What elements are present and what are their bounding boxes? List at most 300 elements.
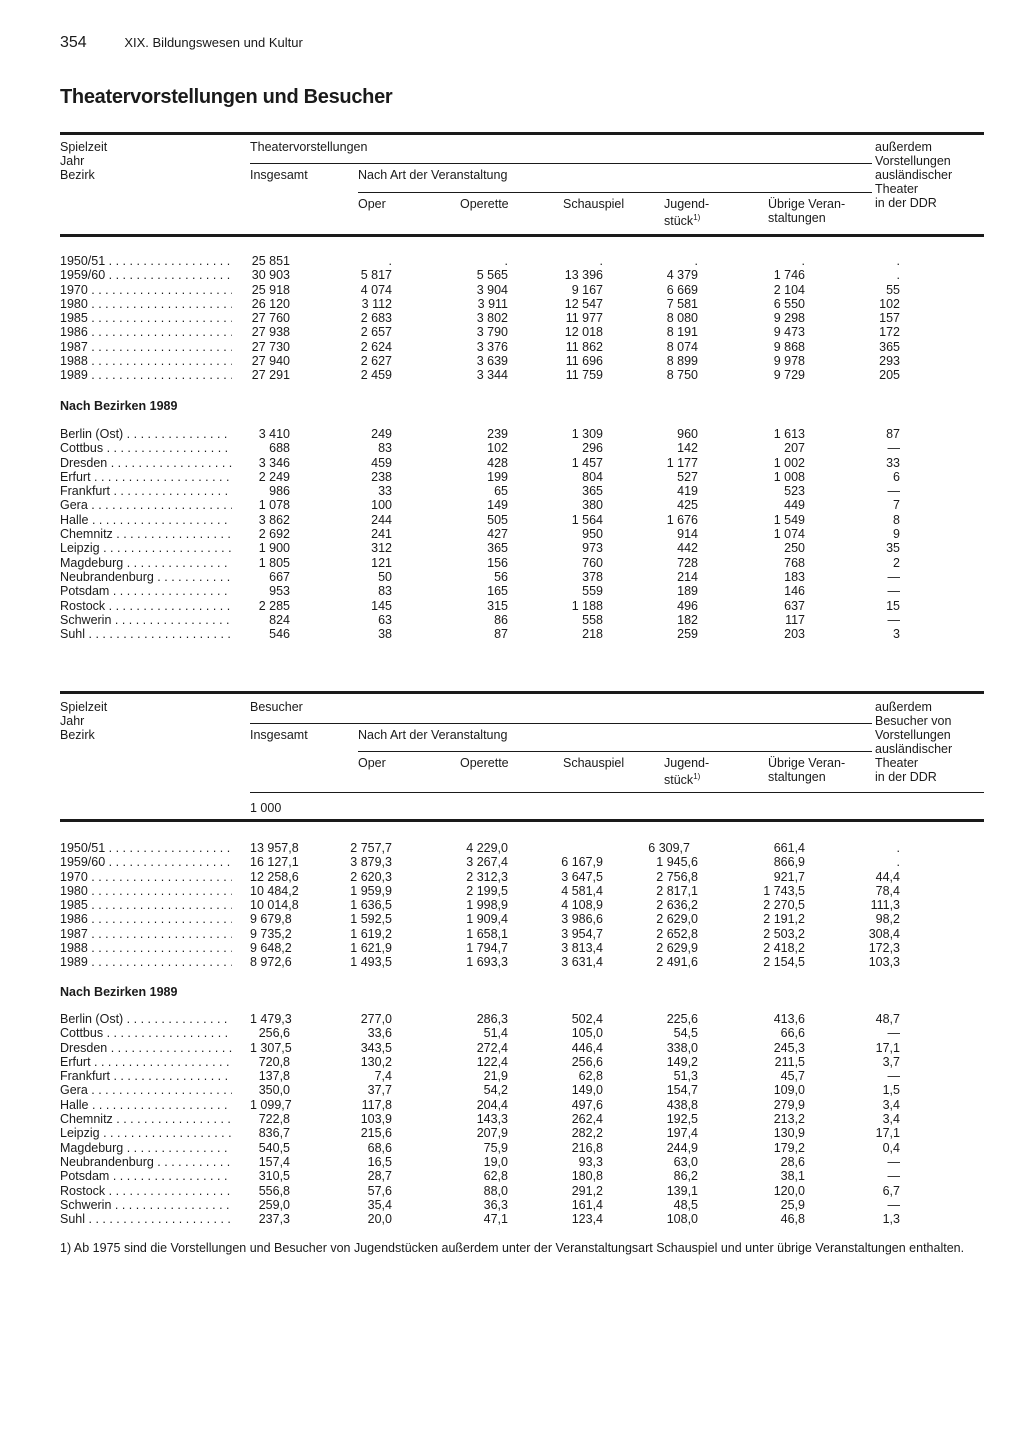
cell: 249	[371, 427, 392, 441]
cell: 3 862	[258, 512, 290, 527]
cell: 2 503,2	[763, 926, 805, 941]
cell: 3 802	[476, 311, 508, 326]
cell: —	[887, 1154, 900, 1169]
cell: 2 154,5	[763, 955, 805, 970]
cell: 142	[677, 441, 698, 456]
cell: .	[896, 254, 900, 268]
h-uebrige: Übrige Veran- staltungen	[768, 197, 846, 225]
table-row	[60, 311, 984, 325]
cell: 28,7	[367, 1169, 392, 1184]
cell: 189	[677, 584, 698, 599]
h-schauspiel: Schauspiel	[563, 197, 625, 211]
rule	[250, 792, 984, 793]
cell: 1 621,9	[350, 941, 392, 956]
row-label: Neubrandenburg . . .	[60, 570, 232, 584]
cell: .	[388, 254, 392, 268]
cell: 239	[487, 427, 508, 441]
table-row	[60, 427, 984, 441]
cell: 6 669	[666, 282, 698, 297]
cell: 1 078	[258, 498, 290, 513]
header-bottom-rule	[60, 234, 984, 237]
unit-label: 1 000	[250, 801, 282, 815]
cell: 2 817,1	[656, 883, 698, 898]
cell: 120,0	[773, 1183, 805, 1198]
cell: 75,9	[483, 1140, 508, 1155]
rule	[250, 723, 872, 724]
cell: 192,5	[666, 1112, 698, 1127]
table-row	[60, 1055, 984, 1069]
table-row	[60, 1169, 984, 1183]
cell: —	[887, 441, 900, 456]
cell: 2	[893, 555, 900, 570]
cell: 343,5	[360, 1040, 392, 1055]
table-row	[60, 884, 984, 898]
table-row	[60, 841, 984, 855]
cell: 973	[582, 541, 603, 556]
cell: 11 862	[565, 339, 603, 354]
table-row	[60, 470, 984, 484]
row-label: Gera . . .	[60, 1083, 232, 1097]
cell: 55	[886, 282, 900, 297]
footnote: 1) Ab 1975 sind die Vorstellungen und Besucher von Jugendstücken außerdem unter der Veranstaltungsart Schauspiel und unter übrige Veranstaltungen enthalten.	[60, 1241, 965, 1255]
h-ausserdem: außerdem Vorstellungen ausländischer Theater in der DDR	[875, 140, 953, 210]
cell: 1 959,9	[350, 883, 392, 898]
cell: 11 759	[565, 368, 603, 383]
cell: 16,5	[367, 1154, 392, 1169]
cell: —	[887, 584, 900, 599]
cell: —	[887, 1169, 900, 1184]
district-rows	[60, 1012, 984, 1226]
cell: 497,6	[571, 1097, 603, 1112]
cell: 866,9	[773, 855, 805, 870]
row-label: Frankfurt . . .	[60, 1069, 232, 1083]
table-performances	[60, 132, 984, 652]
cell: 27 730	[251, 339, 290, 354]
h-spielzeit: Spielzeit	[60, 700, 108, 714]
row-label: Leipzig . . .	[60, 541, 232, 555]
cell: —	[887, 1026, 900, 1041]
cell: 1 693,3	[466, 955, 508, 970]
cell: 296	[582, 441, 603, 456]
cell: 9 679,8	[250, 912, 292, 927]
cell: 216,8	[571, 1140, 603, 1155]
cell: 103,3	[868, 955, 900, 970]
cell: 37,7	[367, 1083, 392, 1098]
cell: 17,1	[875, 1126, 900, 1141]
cell: 35,4	[367, 1197, 392, 1212]
cell: 310,5	[258, 1169, 290, 1184]
cell: 282,2	[571, 1126, 603, 1141]
cell: 502,4	[571, 1012, 603, 1026]
cell: 2 491,6	[656, 955, 698, 970]
cell: 6	[893, 469, 900, 484]
cell: 16 127,1	[250, 855, 299, 870]
h-art: Nach Art der Veranstaltung	[358, 728, 508, 742]
cell: 183	[784, 569, 805, 584]
cell: 3 911	[477, 296, 508, 311]
cell: 9 868	[773, 339, 805, 354]
table-row	[60, 1069, 984, 1083]
cell: 9 167	[571, 282, 603, 297]
row-label: 1985 . . .	[60, 898, 232, 912]
cell: 12 018	[564, 325, 603, 340]
table-row	[60, 1026, 984, 1040]
cell: 8 750	[666, 368, 698, 383]
cell: 143,3	[476, 1112, 508, 1127]
cell: 1 909,4	[466, 912, 508, 927]
cell: 8	[893, 512, 900, 527]
h-operette: Operette	[460, 756, 509, 770]
table-row	[60, 484, 984, 498]
cell: 78,4	[875, 883, 900, 898]
cell: 720,8	[258, 1054, 290, 1069]
h-main: Besucher	[250, 700, 303, 714]
cell: 950	[582, 527, 603, 542]
cell: 66,6	[780, 1026, 805, 1041]
cell: 108,0	[666, 1212, 698, 1227]
cell: 1,3	[882, 1212, 900, 1227]
cell: 2 312,3	[466, 869, 508, 884]
cell: 6,7	[882, 1183, 900, 1198]
cell: 218	[582, 627, 603, 642]
cell: 2 636,2	[656, 898, 698, 913]
cell: 5 565	[476, 268, 508, 283]
row-label: 1959/60 . . .	[60, 855, 232, 869]
h-art: Nach Art der Veranstaltung	[358, 168, 508, 182]
cell: 154,7	[666, 1083, 698, 1098]
row-label: 1980 . . .	[60, 884, 232, 898]
cell: 130,9	[773, 1126, 805, 1141]
cell: 9 735,2	[250, 926, 292, 941]
row-label: Suhl . . .	[60, 1212, 232, 1226]
cell: 9 648,2	[250, 941, 292, 956]
cell: 3 647,5	[561, 869, 603, 884]
cell: 27 938	[251, 325, 290, 340]
cell: 8 191	[666, 325, 698, 340]
cell: 365	[582, 484, 603, 499]
cell: 3 879,3	[350, 855, 392, 870]
h-operette: Operette	[460, 197, 509, 211]
table-row	[60, 870, 984, 884]
cell: 215,6	[360, 1126, 392, 1141]
table-row	[60, 556, 984, 570]
cell: 505	[487, 512, 508, 527]
cell: 111,3	[870, 898, 900, 913]
cell: 56	[494, 569, 508, 584]
row-label: 1986 . . .	[60, 912, 232, 926]
cell: 86,2	[673, 1169, 698, 1184]
year-rows	[60, 254, 984, 383]
cell: 156	[487, 555, 508, 570]
row-label: 1950/51 . . .	[60, 254, 232, 268]
top-rule	[60, 132, 984, 135]
cell: 286,3	[476, 1012, 508, 1026]
row-label: Berlin (Ost) . . .	[60, 427, 232, 441]
table-row	[60, 527, 984, 541]
cell: 722,8	[258, 1112, 290, 1127]
cell: 57,6	[367, 1183, 392, 1198]
row-label: Halle . . .	[60, 1098, 232, 1112]
table-row	[60, 1126, 984, 1140]
cell: 378	[582, 569, 603, 584]
cell: 3 267,4	[466, 855, 508, 870]
cell: 3 410	[258, 427, 290, 441]
cell: 109,0	[773, 1083, 805, 1098]
cell: 4 229,0	[466, 841, 508, 855]
cell: 214	[677, 569, 698, 584]
row-label: 1985 . . .	[60, 311, 232, 325]
table-row	[60, 513, 984, 527]
cell: 365	[487, 541, 508, 556]
table-row	[60, 1212, 984, 1226]
cell: 2 657	[360, 325, 392, 340]
cell: 1 564	[571, 512, 603, 527]
row-label: Erfurt . . .	[60, 470, 232, 484]
cell: 45,7	[780, 1069, 805, 1084]
cell: .	[801, 254, 805, 268]
cell: 19,0	[483, 1154, 508, 1169]
cell: 768	[784, 555, 805, 570]
cell: 9 978	[773, 354, 805, 369]
cell: 88,0	[483, 1183, 508, 1198]
cell: 87	[494, 627, 508, 642]
table-visitors	[60, 691, 984, 1231]
row-label: 1987 . . .	[60, 340, 232, 354]
cell: 11 696	[565, 354, 603, 369]
cell: 21,9	[483, 1069, 508, 1084]
h-insgesamt: Insgesamt	[250, 728, 308, 742]
table-row	[60, 283, 984, 297]
cell: 419	[677, 484, 698, 499]
rule	[250, 163, 872, 164]
top-rule	[60, 691, 984, 694]
h-uebrige: Übrige Veran- staltungen	[768, 756, 846, 784]
cell: 459	[371, 455, 392, 470]
cell: 2 104	[773, 282, 805, 297]
cell: 47,1	[483, 1212, 508, 1227]
cell: 83	[378, 584, 392, 599]
cell: 68,6	[367, 1140, 392, 1155]
row-label: 1988 . . .	[60, 354, 232, 368]
cell: 3,4	[882, 1112, 900, 1127]
cell: 8 074	[666, 339, 698, 354]
cell: 661,4	[773, 841, 805, 855]
cell: 225,6	[666, 1012, 698, 1026]
cell: 291,2	[571, 1183, 603, 1198]
cell: 365	[879, 339, 900, 354]
row-label: 1989 . . .	[60, 955, 232, 969]
cell: 1 998,9	[466, 898, 508, 913]
cell: 139,1	[666, 1183, 698, 1198]
year-rows	[60, 841, 984, 970]
cell: .	[504, 254, 508, 268]
row-label: Neubrandenburg . . .	[60, 1155, 232, 1169]
cell: 1 900	[258, 541, 290, 556]
cell: 312	[371, 541, 392, 556]
h-jahr: Jahr	[60, 154, 85, 168]
cell: 256,6	[258, 1026, 290, 1041]
cell: 6 167,9	[561, 855, 603, 870]
rule	[358, 192, 872, 193]
cell: 180,8	[571, 1169, 603, 1184]
cell: 413,6	[773, 1012, 805, 1026]
cell: 760	[582, 555, 603, 570]
cell: 102	[487, 441, 508, 456]
table-row	[60, 627, 984, 641]
h-jugend: Jugend- stück$^{1)}$	[664, 197, 710, 229]
cell: 1 945,6	[656, 855, 698, 870]
cell: 1 074	[773, 527, 805, 542]
cell: 1 008	[773, 469, 805, 484]
table-row	[60, 498, 984, 512]
table-row	[60, 354, 984, 368]
cell: 63	[378, 612, 392, 627]
cell: 427	[487, 527, 508, 542]
cell: 172,3	[868, 941, 900, 956]
cell: 103,9	[360, 1112, 392, 1127]
cell: 123,4	[571, 1212, 603, 1227]
cell: 428	[487, 455, 508, 470]
cell: 9 473	[773, 325, 805, 340]
cell: 3 346	[258, 455, 290, 470]
cell: 556,8	[258, 1183, 290, 1198]
cell: 2 620,3	[350, 869, 392, 884]
cell: —	[887, 612, 900, 627]
cell: 2 627	[360, 354, 392, 369]
cell: 35	[886, 541, 900, 556]
table-row	[60, 941, 984, 955]
cell: 3 790	[476, 325, 508, 340]
cell: 559	[582, 584, 603, 599]
cell: 380	[582, 498, 603, 513]
cell: 2 249	[258, 469, 290, 484]
cell: 9 298	[773, 311, 805, 326]
cell: 2 629,9	[656, 941, 698, 956]
page-number: 354	[60, 34, 87, 51]
cell: 157,4	[258, 1154, 290, 1169]
chapter-title: XIX. Bildungswesen und Kultur	[124, 35, 303, 50]
table-row	[60, 1012, 984, 1026]
cell: 244	[371, 512, 392, 527]
cell: 272,4	[476, 1040, 508, 1055]
table-row	[60, 898, 984, 912]
cell: 2 652,8	[656, 926, 698, 941]
cell: 496	[677, 598, 698, 613]
cell: 149,0	[571, 1083, 603, 1098]
cell: 145	[371, 598, 392, 613]
cell: 921,7	[773, 869, 805, 884]
table-row	[60, 441, 984, 455]
cell: 65	[494, 484, 508, 499]
cell: 122,4	[476, 1054, 508, 1069]
h-jugend: Jugend- stück$^{1)}$	[664, 756, 710, 788]
cell: 3	[893, 627, 900, 642]
cell: 121	[371, 555, 392, 570]
row-label: Rostock . . .	[60, 1184, 232, 1198]
row-label: Schwerin . . .	[60, 613, 232, 627]
cell: 105,0	[571, 1026, 603, 1041]
cell: 20,0	[367, 1212, 392, 1227]
cell: 1 457	[571, 455, 603, 470]
cell: 1 188	[571, 598, 603, 613]
rule	[358, 751, 872, 752]
cell: 523	[784, 484, 805, 499]
row-label: Dresden . . .	[60, 1041, 232, 1055]
cell: 259,0	[258, 1197, 290, 1212]
section-heading: Nach Bezirken 1989	[60, 985, 178, 999]
cell: 9	[893, 527, 900, 542]
table-row	[60, 297, 984, 311]
cell: 3,4	[882, 1097, 900, 1112]
cell: 8 899	[666, 354, 698, 369]
cell: —	[887, 484, 900, 499]
cell: 259	[677, 627, 698, 642]
cell: 11 977	[565, 311, 603, 326]
cell: 438,8	[666, 1097, 698, 1112]
cell: 0,4	[882, 1140, 900, 1155]
cell: 165	[487, 584, 508, 599]
row-label: Halle . . .	[60, 513, 232, 527]
cell: 25,9	[780, 1197, 805, 1212]
cell: 62,8	[578, 1069, 603, 1084]
cell: 1 613	[773, 427, 805, 441]
cell: 38	[378, 627, 392, 642]
table-row	[60, 325, 984, 339]
row-label: Chemnitz . . .	[60, 1112, 232, 1126]
cell: 914	[677, 527, 698, 542]
cell: 102	[879, 296, 900, 311]
cell: 667	[269, 569, 290, 584]
cell: 13 396	[564, 268, 603, 283]
table-row	[60, 1155, 984, 1169]
cell: 2 270,5	[763, 898, 805, 913]
cell: 1 676	[666, 512, 698, 527]
cell: 51,3	[673, 1069, 698, 1084]
row-label: Magdeburg . . .	[60, 1141, 232, 1155]
cell: 2 629,0	[656, 912, 698, 927]
cell: 8 972,6	[250, 955, 292, 970]
row-label: Gera . . .	[60, 498, 232, 512]
cell: 237,3	[258, 1212, 290, 1227]
cell: 1 309	[571, 427, 603, 441]
row-label: 1970 . . .	[60, 283, 232, 297]
cell: 12 547	[564, 296, 603, 311]
cell: 953	[269, 584, 290, 599]
cell: 1 549	[773, 512, 805, 527]
cell: .	[599, 254, 603, 268]
cell: 256,6	[571, 1054, 603, 1069]
cell: 33,6	[367, 1026, 392, 1041]
row-label: Rostock . . .	[60, 599, 232, 613]
table-row	[60, 570, 984, 584]
cell: 54,2	[483, 1083, 508, 1098]
table-row	[60, 1098, 984, 1112]
cell: 211,5	[774, 1054, 805, 1069]
table-row	[60, 1184, 984, 1198]
cell: 728	[677, 555, 698, 570]
cell: 1 479,3	[250, 1012, 292, 1026]
table-row	[60, 1041, 984, 1055]
cell: 46,8	[780, 1212, 805, 1227]
cell: 315	[487, 598, 508, 613]
cell: 36,3	[483, 1197, 508, 1212]
cell: 2 683	[360, 311, 392, 326]
table-row	[60, 541, 984, 555]
row-label: 1989 . . .	[60, 368, 232, 382]
row-label: 1988 . . .	[60, 941, 232, 955]
row-label: Frankfurt . . .	[60, 484, 232, 498]
row-label: Berlin (Ost) . . .	[60, 1012, 232, 1026]
